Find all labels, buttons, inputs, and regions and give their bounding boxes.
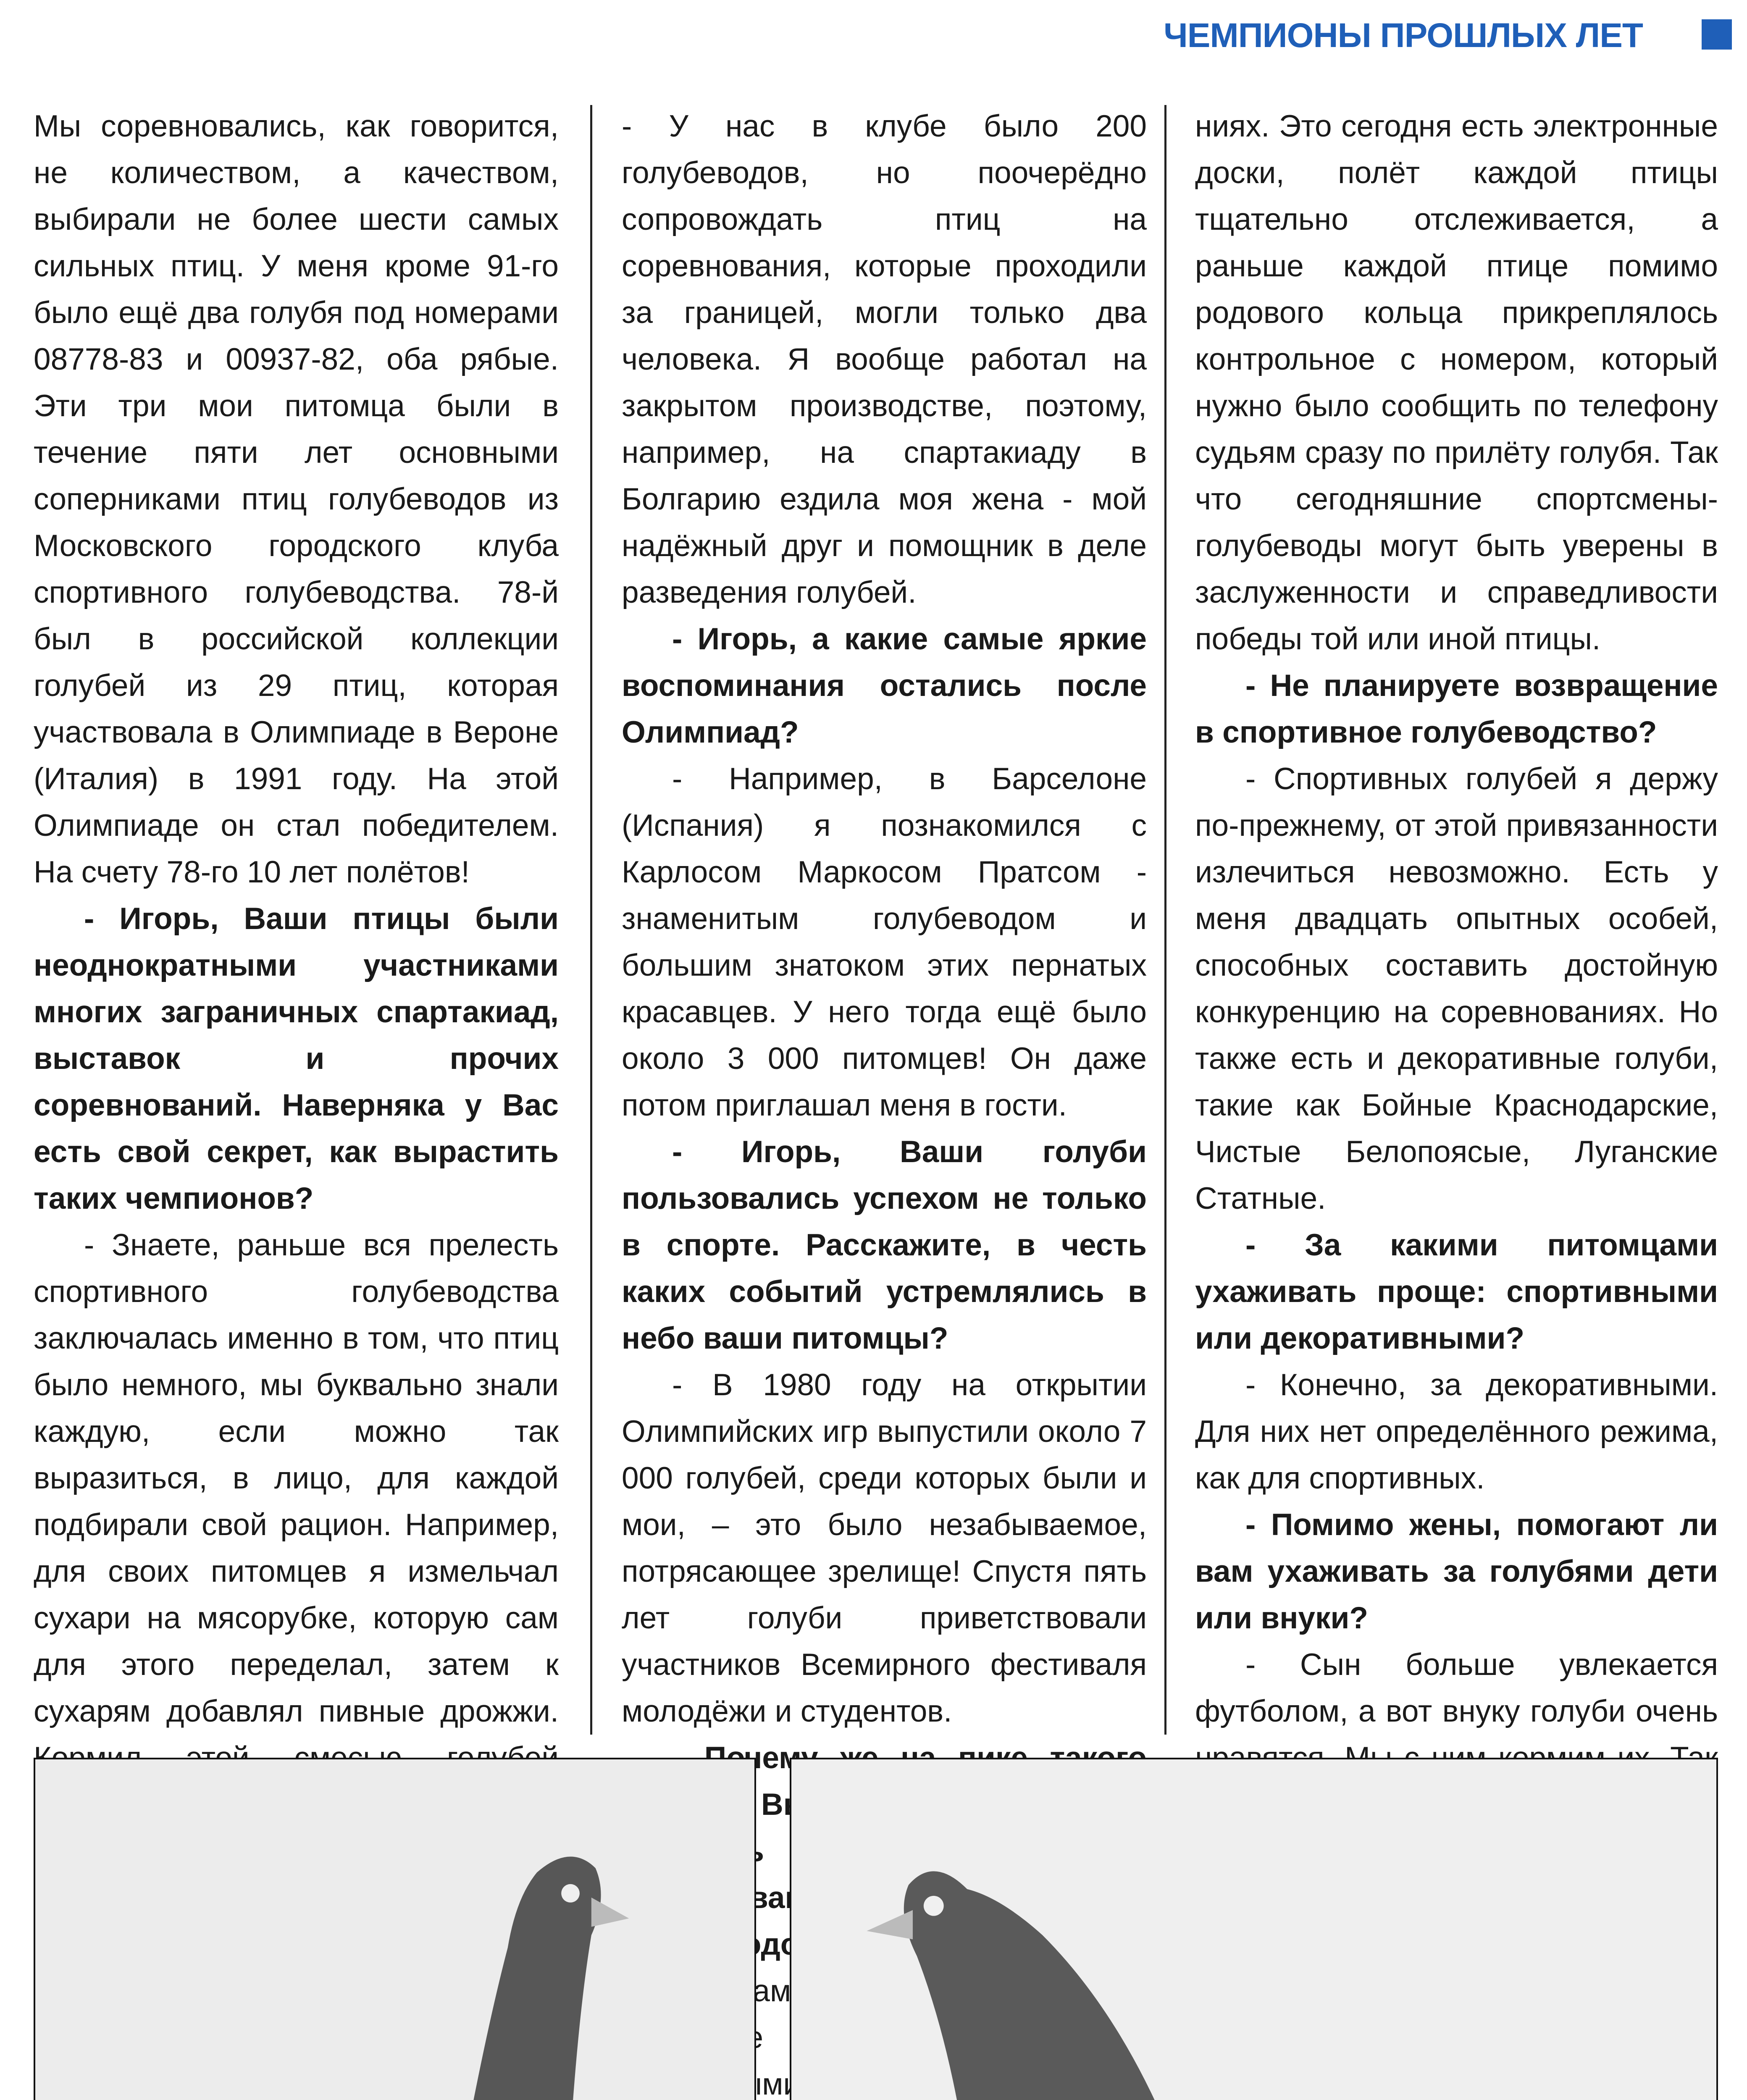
section-marker [1702, 19, 1732, 50]
question-paragraph: - Помимо жены, помогают ли вам ухаживать за голубями дети или внуки? [1195, 1508, 1718, 1635]
article-column-2 [622, 103, 1147, 2008]
answer-paragraph: - Конечно, за декоративными. Для них нет определённого режима, как для спортивных. [1195, 1368, 1718, 1495]
pigeon-left-icon [35, 1759, 754, 2100]
question-paragraph: - Игорь, Ваши птицы были неоднократными участниками многих заграничных спартакиад, выставок и прочих соревнований. Наверняка у Вас есть свой секрет, как вырастить таких чемпионов? [34, 902, 559, 1215]
article-column-3 [1195, 103, 1718, 1732]
column-divider [1164, 105, 1166, 1735]
article-column-1 [34, 103, 559, 1732]
answer-paragraph: - В 1980 году на открытии Олимпийских игр выпустили около 7 000 голубей, среди которых были и мои, – это было незабываемое, потрясающее зрелище! Спустя пять лет голуби приветствовали участников Всемирного фестиваля молодёжи и студентов. [622, 1368, 1147, 1728]
answer-paragraph: - Сын больше увлекается футболом, а вот внуку голуби очень [1195, 1648, 1718, 1728]
question-paragraph: - Игорь, Ваши голуби пользовались успехом не только в спорте. Расскажите, в честь каких событий устремлялись в небо ваши питомцы? [622, 1135, 1147, 1355]
answer-paragraph: Вам [732, 1974, 791, 2008]
section-title: ЧЕМПИОНЫ ПРОШЛЫХ ЛЕТ [1164, 16, 1643, 55]
answer-paragraph: - Знаете, раньше вся прелесть спортивного голубеводства заключалась именно в том, что птиц было немного, мы буквально знали каждую, если можно так выразиться, в лицо, для каждой подбирали свой рацион. Например, для своих питомцев я измельчал сухари на мясорубке, которую сам для этого переделал, затем к сухарям добавлял пивные дрожжи. [34, 1228, 559, 1728]
answer-paragraph: - Например, в Барселоне (Испания) я познакомился с Карлосом Маркосом Пратсом - знаменитым голубеводом и большим знатоком этих пернатых красавцев. У него тогда ещё было около 3 000 питомцев! Он даже потом приглашал меня в гости. [622, 762, 1147, 1122]
answer-paragraph: - У нас в клубе было 200 голубеводов, но поочерёдно сопровождать птиц на соревнования, которые проходили за границей, могли только два человека. Я вообще работал на закрытом производстве, поэтому, например, на спартакиаду в Болгарию ездила моя жена - мой надёжный друг и помощник в деле разведения голубей. [622, 109, 1147, 609]
pigeon-photo-right [790, 1758, 1718, 2100]
answer-paragraph: Мы соревновались, как говорится, не количеством, а качеством, выбирали не более шести самых сильных птиц. У меня кроме 91-го было ещё два голубя под номерами 08778-83 и 00937-82, оба рябые. Эти три мои питомца были в течение пяти лет основными соперниками птиц голубеводов из Московского городского клуба спортивного голубеводства. 78-й был в российской коллекции голубей из 29 птиц, которая участвовала в Олимпиаде в Вероне (Италия) в 1991 году. На этой Олимпиаде он стал победителем. На счету 78-го 10 лет полётов! [34, 109, 559, 889]
pigeon-photo-left [34, 1758, 756, 2100]
column-divider [590, 105, 592, 1735]
answer-paragraph: - Спортивных голубей я держу по-прежнему, от этой привязанности излечиться невозможно. Есть у меня двадцать опытных особей, способных составить достойную конкуренцию на соревнованиях. Но также есть и декоративные голуби, такие как Бойные Краснодарские, Чистые Белопоясые, Луганские Статные. [1195, 762, 1718, 1215]
question-paragraph: - Игорь, а какие самые яркие воспоминания остались после Олимпиад? [622, 622, 1147, 749]
question-paragraph: Почему Вы [704, 1741, 818, 1822]
question-paragraph: - За какими питомцами ухаживать проще: спортивными или декоративными? [1195, 1228, 1718, 1355]
answer-paragraph: ниях. Это сегодня есть электронные доски, полёт каждой птицы тщательно отслеживается, а раньше каждой птице помимо родового кольца прикреплялось контрольное с номером, который нужно было сообщить по телефону судьям сразу по прилёту голубя. Так что сегодняшние спортсмены- голубеводы могут быть уверены в заслуженности и справедливости победы той или иной птицы. [1195, 109, 1718, 656]
question-paragraph: - Не планируете возвращение в спортивное голубеводство? [1195, 669, 1718, 749]
pigeon-right-icon [791, 1759, 1716, 2100]
